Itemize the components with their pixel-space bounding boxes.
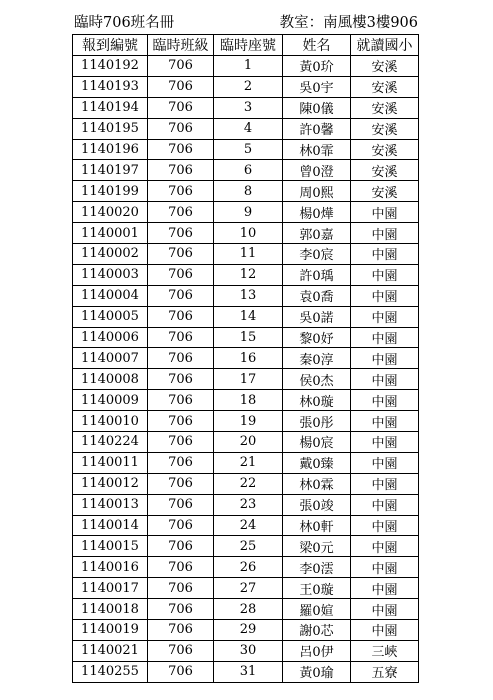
table-row	[73, 285, 419, 306]
table-row	[73, 264, 419, 285]
registration-number-cell: 1140001	[73, 223, 148, 244]
table-row	[73, 202, 419, 223]
elementary-school-cell: 安溪	[351, 118, 419, 139]
temporary-class-cell: 706	[148, 599, 214, 620]
elementary-school-cell: 五寮	[351, 661, 419, 682]
roster-header	[72, 12, 418, 34]
roster-table	[72, 34, 419, 683]
seat-number-cell: 8	[214, 181, 283, 202]
student-name-cell: 陳0儀	[283, 97, 351, 118]
student-name-cell: 張0彤	[283, 411, 351, 432]
seat-number-cell: 14	[214, 306, 283, 327]
registration-number-cell: 1140009	[73, 390, 148, 411]
student-name-cell: 黎0妤	[283, 327, 351, 348]
elementary-school-cell: 安溪	[351, 160, 419, 181]
temporary-class-cell: 706	[148, 390, 214, 411]
registration-number-cell: 1140196	[73, 139, 148, 160]
registration-number-cell: 1140012	[73, 473, 148, 494]
table-row	[73, 244, 419, 265]
seat-number-cell: 10	[214, 223, 283, 244]
elementary-school-cell: 中園	[351, 452, 419, 473]
registration-number-cell: 1140013	[73, 494, 148, 515]
temporary-class-cell: 706	[148, 536, 214, 557]
table-row	[73, 56, 419, 77]
temporary-class-cell: 706	[148, 223, 214, 244]
table-row	[73, 348, 419, 369]
student-name-cell: 楊0宸	[283, 432, 351, 453]
registration-number-cell: 1140020	[73, 202, 148, 223]
elementary-school-cell: 三峽	[351, 640, 419, 661]
temporary-class-cell: 706	[148, 306, 214, 327]
elementary-school-cell: 中園	[351, 620, 419, 641]
table-row	[73, 223, 419, 244]
seat-number-cell: 2	[214, 76, 283, 97]
seat-number-cell: 20	[214, 432, 283, 453]
seat-number-cell: 21	[214, 452, 283, 473]
seat-number-cell: 22	[214, 473, 283, 494]
elementary-school-cell: 中園	[351, 599, 419, 620]
table-row	[73, 411, 419, 432]
seat-number-cell: 29	[214, 620, 283, 641]
table-row	[73, 369, 419, 390]
temporary-class-cell: 706	[148, 452, 214, 473]
seat-number-cell: 31	[214, 661, 283, 682]
temporary-class-cell: 706	[148, 348, 214, 369]
seat-number-cell: 3	[214, 97, 283, 118]
student-name-cell: 許0瑀	[283, 264, 351, 285]
temporary-class-cell: 706	[148, 327, 214, 348]
seat-number-cell: 4	[214, 118, 283, 139]
student-name-cell: 吳0宇	[283, 76, 351, 97]
registration-number-cell: 1140010	[73, 411, 148, 432]
student-name-cell: 林0璇	[283, 390, 351, 411]
temporary-class-cell: 706	[148, 160, 214, 181]
elementary-school-cell: 安溪	[351, 56, 419, 77]
table-row	[73, 327, 419, 348]
student-name-cell: 林0霏	[283, 139, 351, 160]
table-row	[73, 139, 419, 160]
seat-number-cell: 25	[214, 536, 283, 557]
table-row	[73, 432, 419, 453]
registration-number-cell: 1140006	[73, 327, 148, 348]
seat-number-cell: 19	[214, 411, 283, 432]
registration-number-cell: 1140021	[73, 640, 148, 661]
temporary-class-cell: 706	[148, 118, 214, 139]
student-name-cell: 王0璇	[283, 578, 351, 599]
column-header-registration-number: 報到編號	[73, 35, 148, 56]
table-row	[73, 494, 419, 515]
table-row	[73, 390, 419, 411]
elementary-school-cell: 中園	[351, 411, 419, 432]
student-name-cell: 謝0芯	[283, 620, 351, 641]
elementary-school-cell: 安溪	[351, 97, 419, 118]
elementary-school-cell: 中園	[351, 557, 419, 578]
temporary-class-cell: 706	[148, 139, 214, 160]
seat-number-cell: 11	[214, 244, 283, 265]
elementary-school-cell: 中園	[351, 515, 419, 536]
elementary-school-cell: 安溪	[351, 76, 419, 97]
temporary-class-cell: 706	[148, 264, 214, 285]
table-row	[73, 599, 419, 620]
temporary-class-cell: 706	[148, 661, 214, 682]
student-name-cell: 袁0喬	[283, 285, 351, 306]
seat-number-cell: 27	[214, 578, 283, 599]
temporary-class-cell: 706	[148, 432, 214, 453]
seat-number-cell: 9	[214, 202, 283, 223]
seat-number-cell: 1	[214, 56, 283, 77]
table-row	[73, 160, 419, 181]
table-row	[73, 97, 419, 118]
temporary-class-cell: 706	[148, 578, 214, 599]
temporary-class-cell: 706	[148, 202, 214, 223]
classroom-location: 教室：南風樓3樓906	[279, 15, 418, 31]
temporary-class-cell: 706	[148, 640, 214, 661]
student-name-cell: 李0宸	[283, 244, 351, 265]
student-name-cell: 羅0媗	[283, 599, 351, 620]
table-row	[73, 661, 419, 682]
temporary-class-cell: 706	[148, 494, 214, 515]
column-header-elementary-school: 就讀國小	[351, 35, 419, 56]
table-row	[73, 578, 419, 599]
temporary-class-cell: 706	[148, 515, 214, 536]
temporary-class-cell: 706	[148, 56, 214, 77]
elementary-school-cell: 中園	[351, 432, 419, 453]
temporary-class-cell: 706	[148, 411, 214, 432]
class-title: 臨時706班名冊	[74, 15, 175, 31]
student-name-cell: 梁0元	[283, 536, 351, 557]
registration-number-cell: 1140011	[73, 452, 148, 473]
seat-number-cell: 26	[214, 557, 283, 578]
student-name-cell: 周0熙	[283, 181, 351, 202]
student-name-cell: 許0馨	[283, 118, 351, 139]
table-row	[73, 557, 419, 578]
seat-number-cell: 6	[214, 160, 283, 181]
temporary-class-cell: 706	[148, 97, 214, 118]
seat-number-cell: 15	[214, 327, 283, 348]
table-row	[73, 515, 419, 536]
column-header-temporary-class: 臨時班級	[148, 35, 214, 56]
registration-number-cell: 1140192	[73, 56, 148, 77]
table-row	[73, 76, 419, 97]
student-name-cell: 秦0淳	[283, 348, 351, 369]
elementary-school-cell: 中園	[351, 223, 419, 244]
student-name-cell: 黃0玠	[283, 56, 351, 77]
elementary-school-cell: 中園	[351, 202, 419, 223]
elementary-school-cell: 中園	[351, 264, 419, 285]
student-name-cell: 吳0諾	[283, 306, 351, 327]
temporary-class-cell: 706	[148, 285, 214, 306]
student-name-cell: 呂0伊	[283, 640, 351, 661]
seat-number-cell: 30	[214, 640, 283, 661]
elementary-school-cell: 中園	[351, 494, 419, 515]
elementary-school-cell: 中園	[351, 348, 419, 369]
registration-number-cell: 1140003	[73, 264, 148, 285]
seat-number-cell: 18	[214, 390, 283, 411]
elementary-school-cell: 中園	[351, 327, 419, 348]
elementary-school-cell: 中園	[351, 578, 419, 599]
registration-number-cell: 1140004	[73, 285, 148, 306]
seat-number-cell: 5	[214, 139, 283, 160]
student-name-cell: 楊0燁	[283, 202, 351, 223]
seat-number-cell: 28	[214, 599, 283, 620]
student-name-cell: 李0澐	[283, 557, 351, 578]
seat-number-cell: 17	[214, 369, 283, 390]
table-row	[73, 181, 419, 202]
registration-number-cell: 1140016	[73, 557, 148, 578]
table-row	[73, 536, 419, 557]
registration-number-cell: 1140194	[73, 97, 148, 118]
table-row	[73, 118, 419, 139]
temporary-class-cell: 706	[148, 473, 214, 494]
registration-number-cell: 1140199	[73, 181, 148, 202]
temporary-class-cell: 706	[148, 369, 214, 390]
student-name-cell: 林0軒	[283, 515, 351, 536]
temporary-class-cell: 706	[148, 557, 214, 578]
temporary-class-cell: 706	[148, 76, 214, 97]
registration-number-cell: 1140224	[73, 432, 148, 453]
table-row	[73, 306, 419, 327]
table-row	[73, 620, 419, 641]
temporary-class-cell: 706	[148, 244, 214, 265]
column-header-name: 姓名	[283, 35, 351, 56]
elementary-school-cell: 中園	[351, 473, 419, 494]
registration-number-cell: 1140017	[73, 578, 148, 599]
seat-number-cell: 16	[214, 348, 283, 369]
table-row	[73, 452, 419, 473]
student-name-cell: 張0竣	[283, 494, 351, 515]
elementary-school-cell: 中園	[351, 390, 419, 411]
roster-page	[72, 12, 418, 683]
student-name-cell: 林0霖	[283, 473, 351, 494]
registration-number-cell: 1140008	[73, 369, 148, 390]
student-name-cell: 戴0臻	[283, 452, 351, 473]
registration-number-cell: 1140197	[73, 160, 148, 181]
elementary-school-cell: 中園	[351, 369, 419, 390]
roster-table-body	[73, 56, 419, 683]
student-name-cell: 郭0嘉	[283, 223, 351, 244]
column-header-seat-number: 臨時座號	[214, 35, 283, 56]
registration-number-cell: 1140002	[73, 244, 148, 265]
registration-number-cell: 1140018	[73, 599, 148, 620]
elementary-school-cell: 中園	[351, 285, 419, 306]
registration-number-cell: 1140007	[73, 348, 148, 369]
seat-number-cell: 12	[214, 264, 283, 285]
elementary-school-cell: 中園	[351, 306, 419, 327]
elementary-school-cell: 中園	[351, 536, 419, 557]
registration-number-cell: 1140015	[73, 536, 148, 557]
seat-number-cell: 13	[214, 285, 283, 306]
elementary-school-cell: 安溪	[351, 181, 419, 202]
table-header-row	[73, 35, 419, 56]
table-row	[73, 640, 419, 661]
student-name-cell: 黃0瑜	[283, 661, 351, 682]
student-name-cell: 侯0杰	[283, 369, 351, 390]
temporary-class-cell: 706	[148, 181, 214, 202]
registration-number-cell: 1140005	[73, 306, 148, 327]
seat-number-cell: 24	[214, 515, 283, 536]
elementary-school-cell: 安溪	[351, 139, 419, 160]
registration-number-cell: 1140195	[73, 118, 148, 139]
registration-number-cell: 1140014	[73, 515, 148, 536]
table-row	[73, 473, 419, 494]
registration-number-cell: 1140193	[73, 76, 148, 97]
temporary-class-cell: 706	[148, 620, 214, 641]
elementary-school-cell: 中園	[351, 244, 419, 265]
student-name-cell: 曾0澄	[283, 160, 351, 181]
registration-number-cell: 1140019	[73, 620, 148, 641]
registration-number-cell: 1140255	[73, 661, 148, 682]
seat-number-cell: 23	[214, 494, 283, 515]
